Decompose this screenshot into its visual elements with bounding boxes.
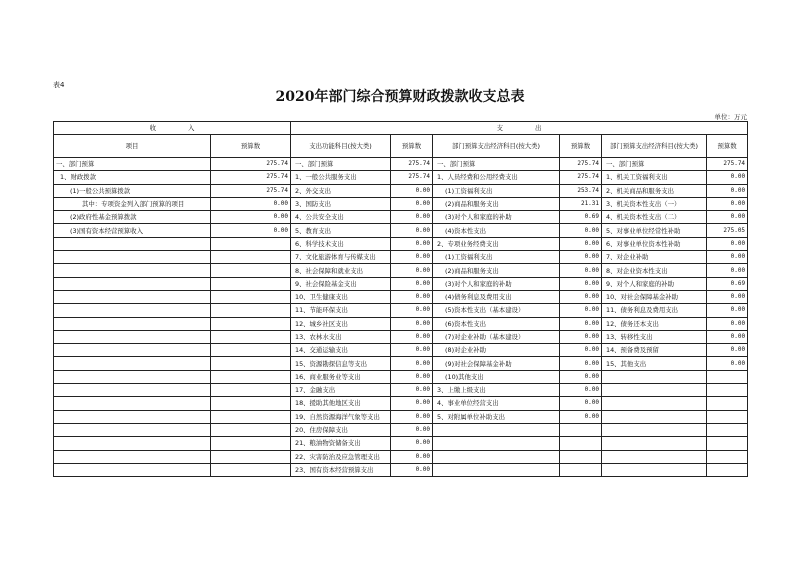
amount-cell [560, 450, 602, 463]
column-header: 预算数 [211, 135, 291, 158]
item-cell [54, 344, 211, 357]
item-cell: (2)商品和服务支出 [433, 264, 560, 277]
item-cell: (1)工资福利支出 [433, 251, 560, 264]
item-cell: 8、社会保障和就业支出 [291, 264, 391, 277]
amount-cell: 0.00 [560, 224, 602, 237]
item-cell [54, 370, 211, 383]
column-header: 预算数 [560, 135, 602, 158]
amount-cell [707, 450, 748, 463]
amount-cell [211, 370, 291, 383]
amount-cell [707, 384, 748, 397]
amount-cell: 21.31 [560, 197, 602, 210]
amount-cell: 0.00 [707, 317, 748, 330]
amount-cell: 275.74 [211, 184, 291, 197]
table-row [54, 450, 748, 463]
item-cell: 22、灾害防治及应急管理支出 [291, 450, 391, 463]
amount-cell: 275.74 [391, 158, 433, 171]
column-header: 部门预算支出经济科目(按大类) [602, 135, 707, 158]
column-header: 预算数 [707, 135, 748, 158]
amount-cell [211, 450, 291, 463]
page-title: 2020年部门综合预算财政拨款收支总表 [275, 89, 525, 105]
item-cell: (4)债务利息及费用支出 [433, 290, 560, 303]
table-row [54, 317, 748, 330]
amount-cell [211, 237, 291, 250]
item-cell [54, 357, 211, 370]
amount-cell: 0.00 [391, 264, 433, 277]
item-cell: (1)工资福利支出 [433, 184, 560, 197]
amount-cell: 0.00 [560, 277, 602, 290]
amount-cell: 0.00 [391, 410, 433, 423]
amount-cell: 0.00 [707, 357, 748, 370]
amount-cell: 0.00 [560, 344, 602, 357]
item-cell [54, 397, 211, 410]
item-cell: 5、教育支出 [291, 224, 391, 237]
item-cell: 1、机关工资福利支出 [602, 171, 707, 184]
item-cell: 19、自然资源海洋气象等支出 [291, 410, 391, 423]
table-row [54, 158, 748, 171]
item-cell [54, 277, 211, 290]
amount-cell [211, 410, 291, 423]
item-cell: (3)对个人和家庭的补助 [433, 211, 560, 224]
table-row [54, 370, 748, 383]
table-row [54, 397, 748, 410]
amount-cell: 0.00 [391, 251, 433, 264]
item-cell: 7、对企业补助 [602, 251, 707, 264]
amount-cell: 0.00 [707, 264, 748, 277]
item-cell: 9、对个人和家庭的补助 [602, 277, 707, 290]
amount-cell [211, 384, 291, 397]
item-cell: 11、节能环保支出 [291, 304, 391, 317]
item-cell: 4、机关资本性支出（二） [602, 211, 707, 224]
amount-cell: 0.00 [391, 423, 433, 436]
amount-cell: 0.00 [391, 437, 433, 450]
budget-table [53, 121, 748, 477]
amount-cell [707, 437, 748, 450]
table-body [54, 158, 748, 477]
item-cell: 15、资源勘探信息等支出 [291, 357, 391, 370]
amount-cell: 0.00 [211, 224, 291, 237]
item-cell [54, 264, 211, 277]
amount-cell: 0.69 [560, 211, 602, 224]
item-cell [54, 290, 211, 303]
amount-cell: 0.00 [707, 251, 748, 264]
amount-cell: 0.00 [391, 197, 433, 210]
item-cell: 2、专项业务经费支出 [433, 237, 560, 250]
table-row [54, 224, 748, 237]
amount-cell [560, 437, 602, 450]
amount-cell: 0.00 [391, 184, 433, 197]
table-row [54, 237, 748, 250]
amount-cell [560, 423, 602, 436]
amount-cell: 0.00 [707, 197, 748, 210]
item-cell [54, 384, 211, 397]
table-row [54, 251, 748, 264]
amount-cell: 0.00 [211, 197, 291, 210]
amount-cell: 0.00 [211, 211, 291, 224]
table-row [54, 357, 748, 370]
table-row [54, 344, 748, 357]
item-cell: 10、卫生健康支出 [291, 290, 391, 303]
item-cell [602, 463, 707, 476]
amount-cell [211, 463, 291, 476]
item-cell [54, 410, 211, 423]
amount-cell [211, 437, 291, 450]
item-cell: 一、部门预算 [291, 158, 391, 171]
item-cell: 8、对企业资本性支出 [602, 264, 707, 277]
amount-cell: 0.00 [391, 224, 433, 237]
item-cell [602, 370, 707, 383]
item-cell [54, 423, 211, 436]
group-header-row [54, 122, 748, 135]
item-cell: (5)资本性支出（基本建设） [433, 304, 560, 317]
amount-cell: 0.00 [560, 304, 602, 317]
amount-cell: 0.00 [391, 277, 433, 290]
item-cell: 一、部门预算 [602, 158, 707, 171]
item-cell: (3)国有资本经营预算收入 [54, 224, 211, 237]
amount-cell: 0.00 [707, 184, 748, 197]
amount-cell: 275.05 [707, 224, 748, 237]
item-cell: (6)资本性支出 [433, 317, 560, 330]
amount-cell: 275.74 [707, 158, 748, 171]
amount-cell: 0.00 [560, 317, 602, 330]
amount-cell: 0.00 [391, 450, 433, 463]
amount-cell: 0.00 [560, 290, 602, 303]
amount-cell: 0.00 [391, 397, 433, 410]
item-cell [54, 437, 211, 450]
amount-cell: 275.74 [211, 158, 291, 171]
item-cell [54, 450, 211, 463]
expense-group-header: 支 出 [291, 122, 748, 135]
item-cell: 一、部门预算 [433, 158, 560, 171]
column-header: 部门预算支出经济科目(按大类) [433, 135, 560, 158]
item-cell [602, 410, 707, 423]
table-row [54, 410, 748, 423]
amount-cell: 0.00 [707, 237, 748, 250]
table-row [54, 264, 748, 277]
item-cell [602, 437, 707, 450]
item-cell: 一、部门预算 [54, 158, 211, 171]
amount-cell: 0.00 [391, 237, 433, 250]
amount-cell: 0.00 [560, 330, 602, 343]
item-cell: (10)其他支出 [433, 370, 560, 383]
amount-cell: 0.00 [560, 264, 602, 277]
item-cell: 14、交通运输支出 [291, 344, 391, 357]
item-cell: 5、对附属单位补助支出 [433, 410, 560, 423]
amount-cell: 0.00 [560, 397, 602, 410]
item-cell: 6、对事业单位资本性补助 [602, 237, 707, 250]
amount-cell: 275.74 [391, 171, 433, 184]
item-cell: 1、财政拨款 [54, 171, 211, 184]
amount-cell: 0.00 [391, 330, 433, 343]
amount-cell: 0.00 [391, 290, 433, 303]
table-row [54, 330, 748, 343]
table-row [54, 184, 748, 197]
item-cell [602, 397, 707, 410]
item-cell: (3)对个人和家庭的补助 [433, 277, 560, 290]
item-cell [433, 437, 560, 450]
item-cell: 3、上缴上级支出 [433, 384, 560, 397]
item-cell: (2)政府性基金预算拨款 [54, 211, 211, 224]
table-row [54, 437, 748, 450]
item-cell: (1)一般公共预算拨款 [54, 184, 211, 197]
item-cell: 4、事业单位经营支出 [433, 397, 560, 410]
table-row [54, 384, 748, 397]
unit-label: 单位：万元 [714, 113, 747, 121]
table-row [54, 290, 748, 303]
item-cell: 7、文化旅游体育与传媒支出 [291, 251, 391, 264]
item-cell [54, 251, 211, 264]
amount-cell: 0.00 [560, 384, 602, 397]
amount-cell: 253.74 [560, 184, 602, 197]
amount-cell: 0.00 [560, 410, 602, 423]
amount-cell: 0.00 [560, 237, 602, 250]
amount-cell [211, 264, 291, 277]
amount-cell: 0.00 [707, 171, 748, 184]
amount-cell [211, 357, 291, 370]
item-cell: 14、预备费及预留 [602, 344, 707, 357]
amount-cell [707, 410, 748, 423]
amount-cell: 0.00 [391, 211, 433, 224]
item-cell: 16、商业服务业等支出 [291, 370, 391, 383]
table-row [54, 423, 748, 436]
item-cell: 2、机关商品和服务支出 [602, 184, 707, 197]
item-cell: 12、债务还本支出 [602, 317, 707, 330]
item-cell: 9、社会保险基金支出 [291, 277, 391, 290]
item-cell: 23、国有资本经营预算支出 [291, 463, 391, 476]
amount-cell: 0.69 [707, 277, 748, 290]
item-cell [602, 423, 707, 436]
amount-cell: 0.00 [707, 330, 748, 343]
amount-cell: 275.74 [560, 158, 602, 171]
amount-cell: 0.00 [707, 344, 748, 357]
item-cell: 13、农林水支出 [291, 330, 391, 343]
amount-cell [211, 330, 291, 343]
column-header: 预算数 [391, 135, 433, 158]
amount-cell [707, 423, 748, 436]
item-cell: (8)对企业补助 [433, 344, 560, 357]
amount-cell: 0.00 [391, 304, 433, 317]
item-cell: 5、对事业单位经常性补助 [602, 224, 707, 237]
amount-cell [211, 251, 291, 264]
amount-cell: 0.00 [560, 370, 602, 383]
amount-cell [211, 423, 291, 436]
item-cell: 4、公共安全支出 [291, 211, 391, 224]
item-cell: 其中：专项资金列入部门预算的项目 [54, 197, 211, 210]
item-cell: 17、金融支出 [291, 384, 391, 397]
amount-cell [707, 463, 748, 476]
item-cell: (9)对社会保障基金补助 [433, 357, 560, 370]
item-cell: 6、科学技术支出 [291, 237, 391, 250]
table-number: 表4 [53, 81, 65, 89]
item-cell: 21、粮油物资储备支出 [291, 437, 391, 450]
table-row [54, 463, 748, 476]
column-header-row [54, 135, 748, 158]
item-cell: 18、援助其他地区支出 [291, 397, 391, 410]
item-cell: 20、住房保障支出 [291, 423, 391, 436]
amount-cell [211, 397, 291, 410]
item-cell: 12、城乡社区支出 [291, 317, 391, 330]
amount-cell: 275.74 [560, 171, 602, 184]
item-cell: 3、国防支出 [291, 197, 391, 210]
amount-cell: 0.00 [391, 370, 433, 383]
item-cell [54, 237, 211, 250]
column-header: 支出功能科目(按大类) [291, 135, 391, 158]
item-cell: 15、其他支出 [602, 357, 707, 370]
amount-cell: 0.00 [391, 357, 433, 370]
item-cell [602, 384, 707, 397]
amount-cell: 0.00 [391, 463, 433, 476]
item-cell [54, 317, 211, 330]
item-cell [433, 463, 560, 476]
amount-cell [707, 397, 748, 410]
amount-cell: 0.00 [560, 251, 602, 264]
amount-cell: 275.74 [211, 171, 291, 184]
item-cell: 2、外交支出 [291, 184, 391, 197]
item-cell [54, 463, 211, 476]
table-row [54, 211, 748, 224]
amount-cell [560, 463, 602, 476]
item-cell [433, 423, 560, 436]
item-cell: 3、机关资本性支出（一） [602, 197, 707, 210]
item-cell: 13、转移性支出 [602, 330, 707, 343]
item-cell: (4)资本性支出 [433, 224, 560, 237]
item-cell: 11、债务利息及费用支出 [602, 304, 707, 317]
amount-cell [211, 304, 291, 317]
item-cell [433, 450, 560, 463]
table-row [54, 197, 748, 210]
amount-cell [211, 277, 291, 290]
table-row [54, 304, 748, 317]
amount-cell: 0.00 [391, 384, 433, 397]
item-cell: (7)对企业补助（基本建设） [433, 330, 560, 343]
item-cell: 1、一般公共服务支出 [291, 171, 391, 184]
amount-cell: 0.00 [707, 211, 748, 224]
item-cell [54, 304, 211, 317]
item-cell [54, 330, 211, 343]
table-row [54, 277, 748, 290]
amount-cell [211, 290, 291, 303]
item-cell: 1、人员经费和公用经费支出 [433, 171, 560, 184]
amount-cell [211, 317, 291, 330]
column-header: 项目 [54, 135, 211, 158]
amount-cell [211, 344, 291, 357]
item-cell: 10、对社会保障基金补助 [602, 290, 707, 303]
income-group-header: 收 入 [54, 122, 291, 135]
table-row [54, 171, 748, 184]
amount-cell: 0.00 [707, 304, 748, 317]
item-cell [602, 450, 707, 463]
item-cell: (2)商品和服务支出 [433, 197, 560, 210]
amount-cell: 0.00 [391, 317, 433, 330]
amount-cell: 0.00 [560, 357, 602, 370]
amount-cell: 0.00 [707, 290, 748, 303]
amount-cell: 0.00 [391, 344, 433, 357]
amount-cell [707, 370, 748, 383]
